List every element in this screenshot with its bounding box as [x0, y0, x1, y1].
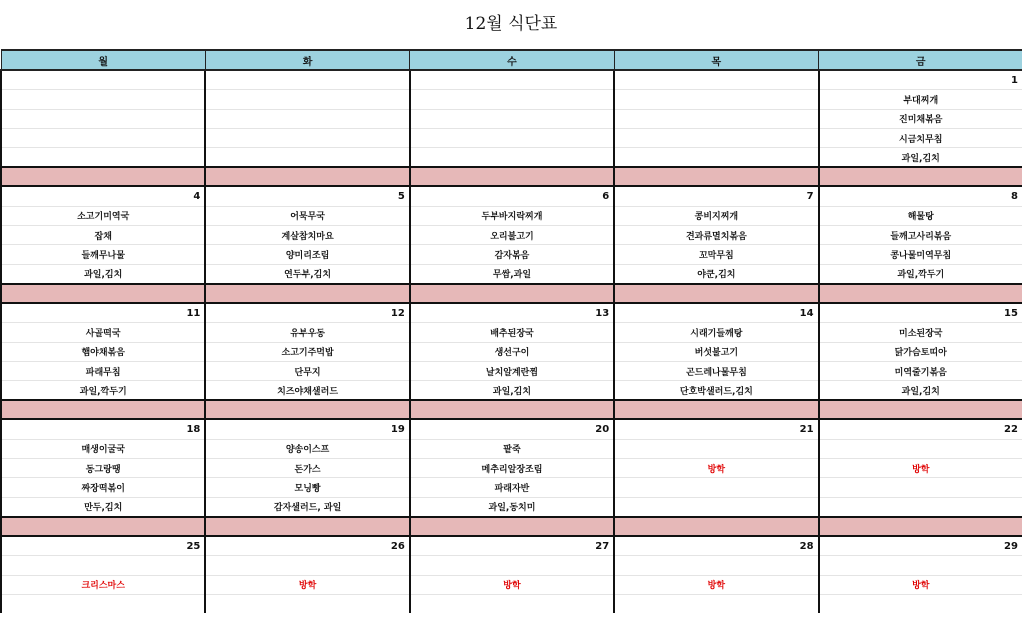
menu-item-cell: 햄야채볶음	[1, 342, 205, 361]
menu-row	[1, 478, 1022, 497]
date-row	[1, 536, 1022, 556]
menu-item-cell: 감자볶음	[410, 245, 614, 264]
menu-row	[1, 109, 1022, 128]
menu-item-cell	[410, 90, 614, 109]
weekday-header-row	[1, 50, 1022, 70]
menu-item-cell	[1, 556, 205, 575]
separator-cell	[410, 400, 614, 419]
menu-item-cell: 방학	[205, 575, 409, 594]
menu-item-cell	[819, 439, 1022, 458]
menu-item-cell: 양송이스프	[205, 439, 409, 458]
menu-item-cell: 만두,김치	[1, 497, 205, 517]
separator-cell	[410, 284, 614, 303]
menu-item-cell	[819, 497, 1022, 517]
menu-row	[1, 439, 1022, 458]
separator-cell	[1, 400, 205, 419]
menu-item-cell	[410, 128, 614, 147]
menu-row	[1, 148, 1022, 168]
menu-item-cell	[819, 478, 1022, 497]
weekday-header: 수	[410, 50, 614, 70]
menu-item-cell	[614, 439, 818, 458]
menu-item-cell: 방학	[819, 459, 1022, 478]
menu-item-cell	[1, 148, 205, 168]
menu-item-cell: 콩나물미역무침	[819, 245, 1022, 264]
menu-row	[1, 459, 1022, 478]
menu-item-cell: 유부우동	[205, 323, 409, 342]
menu-row	[1, 226, 1022, 245]
menu-item-cell: 시래기들깨탕	[614, 323, 818, 342]
menu-row	[1, 323, 1022, 342]
separator-cell	[1, 167, 205, 186]
menu-item-cell: 짜장떡볶이	[1, 478, 205, 497]
weekday-header: 월	[1, 50, 205, 70]
separator-cell	[1, 517, 205, 536]
menu-item-cell: 부대찌개	[819, 90, 1022, 109]
date-cell: 11	[1, 303, 205, 323]
date-cell	[205, 70, 409, 90]
separator-cell	[614, 167, 818, 186]
menu-item-cell: 잡채	[1, 226, 205, 245]
separator-cell	[410, 517, 614, 536]
menu-row	[1, 206, 1022, 225]
menu-item-cell: 치즈야채샐러드	[205, 381, 409, 401]
menu-item-cell: 양미리조림	[205, 245, 409, 264]
separator-cell	[819, 167, 1022, 186]
date-cell: 1	[819, 70, 1022, 90]
menu-item-cell	[205, 90, 409, 109]
menu-item-cell: 방학	[614, 575, 818, 594]
date-row	[1, 70, 1022, 90]
date-cell: 26	[205, 536, 409, 556]
date-cell: 20	[410, 419, 614, 439]
menu-item-cell: 미소된장국	[819, 323, 1022, 342]
menu-row	[1, 90, 1022, 109]
menu-item-cell	[205, 109, 409, 128]
menu-item-cell: 매생이굴국	[1, 439, 205, 458]
menu-row	[1, 381, 1022, 401]
week-separator-row	[1, 167, 1022, 186]
menu-item-cell: 오리불고기	[410, 226, 614, 245]
date-cell: 8	[819, 186, 1022, 206]
menu-item-cell	[205, 148, 409, 168]
menu-item-cell: 방학	[410, 575, 614, 594]
menu-item-cell: 동그랑땡	[1, 459, 205, 478]
menu-item-cell	[614, 109, 818, 128]
menu-item-cell	[410, 556, 614, 575]
menu-item-cell: 팥죽	[410, 439, 614, 458]
menu-item-cell	[205, 594, 409, 613]
menu-item-cell	[614, 478, 818, 497]
menu-item-cell: 과일,김치	[410, 381, 614, 401]
menu-item-cell: 파래무침	[1, 361, 205, 380]
menu-row	[1, 361, 1022, 380]
week-separator-row	[1, 284, 1022, 303]
menu-item-cell: 해물탕	[819, 206, 1022, 225]
date-cell: 28	[614, 536, 818, 556]
menu-item-cell: 시금치무침	[819, 128, 1022, 147]
menu-row	[1, 556, 1022, 575]
date-cell: 14	[614, 303, 818, 323]
date-cell: 21	[614, 419, 818, 439]
date-cell: 5	[205, 186, 409, 206]
separator-cell	[819, 400, 1022, 419]
menu-item-cell: 파래자반	[410, 478, 614, 497]
menu-item-cell: 과일,깍두기	[1, 381, 205, 401]
menu-item-cell: 곤드레나물무침	[614, 361, 818, 380]
menu-item-cell: 과일,깍두기	[819, 264, 1022, 284]
separator-cell	[1, 284, 205, 303]
menu-item-cell	[410, 148, 614, 168]
menu-item-cell: 꼬막무침	[614, 245, 818, 264]
menu-item-cell	[1, 90, 205, 109]
menu-row	[1, 264, 1022, 284]
separator-cell	[819, 517, 1022, 536]
date-row	[1, 303, 1022, 323]
menu-item-cell	[819, 594, 1022, 613]
menu-item-cell: 견과류멸치볶음	[614, 226, 818, 245]
date-cell	[410, 70, 614, 90]
menu-row	[1, 342, 1022, 361]
separator-cell	[205, 400, 409, 419]
menu-item-cell: 날치알계란찜	[410, 361, 614, 380]
separator-cell	[205, 167, 409, 186]
separator-cell	[819, 284, 1022, 303]
date-row	[1, 419, 1022, 439]
separator-cell	[410, 167, 614, 186]
menu-item-cell: 소고기미역국	[1, 206, 205, 225]
menu-item-cell: 생선구이	[410, 342, 614, 361]
menu-row	[1, 245, 1022, 264]
date-cell: 7	[614, 186, 818, 206]
weekday-header: 금	[819, 50, 1022, 70]
menu-item-cell: 미역줄기볶음	[819, 361, 1022, 380]
date-cell	[614, 70, 818, 90]
menu-item-cell	[819, 556, 1022, 575]
weekday-header: 화	[205, 50, 409, 70]
menu-item-cell: 방학	[819, 575, 1022, 594]
menu-item-cell: 모닝빵	[205, 478, 409, 497]
menu-item-cell	[410, 594, 614, 613]
date-cell: 13	[410, 303, 614, 323]
menu-item-cell	[614, 594, 818, 613]
separator-cell	[205, 284, 409, 303]
weekday-header: 목	[614, 50, 818, 70]
menu-item-cell: 과일,동치미	[410, 497, 614, 517]
calendar-body	[1, 70, 1022, 613]
menu-item-cell	[614, 148, 818, 168]
week-separator-row	[1, 400, 1022, 419]
date-cell: 29	[819, 536, 1022, 556]
menu-item-cell: 배추된장국	[410, 323, 614, 342]
menu-item-cell	[410, 109, 614, 128]
menu-item-cell: 닭가슴토띠아	[819, 342, 1022, 361]
date-cell: 4	[1, 186, 205, 206]
date-cell: 15	[819, 303, 1022, 323]
date-cell: 25	[1, 536, 205, 556]
menu-item-cell	[614, 497, 818, 517]
page-title: 12월 식단표	[464, 14, 558, 34]
separator-cell	[614, 400, 818, 419]
menu-item-cell: 단무지	[205, 361, 409, 380]
menu-item-cell: 콩비지찌개	[614, 206, 818, 225]
menu-item-cell	[1, 109, 205, 128]
menu-item-cell: 감자샐러드, 과일	[205, 497, 409, 517]
menu-row	[1, 594, 1022, 613]
menu-item-cell: 무쌈,과일	[410, 264, 614, 284]
menu-item-cell: 과일,김치	[819, 148, 1022, 168]
date-row	[1, 186, 1022, 206]
menu-item-cell: 진미채볶음	[819, 109, 1022, 128]
menu-calendar-table	[0, 49, 1022, 613]
menu-item-cell: 메추리알장조림	[410, 459, 614, 478]
date-cell: 12	[205, 303, 409, 323]
menu-item-cell: 돈가스	[205, 459, 409, 478]
date-cell: 22	[819, 419, 1022, 439]
date-cell: 6	[410, 186, 614, 206]
menu-item-cell	[205, 128, 409, 147]
date-cell: 18	[1, 419, 205, 439]
date-cell: 19	[205, 419, 409, 439]
date-cell	[1, 70, 205, 90]
week-separator-row	[1, 517, 1022, 536]
menu-item-cell: 두부바지락찌개	[410, 206, 614, 225]
menu-item-cell: 사골떡국	[1, 323, 205, 342]
menu-item-cell: 버섯불고기	[614, 342, 818, 361]
separator-cell	[205, 517, 409, 536]
menu-item-cell: 과일,김치	[1, 264, 205, 284]
menu-row	[1, 497, 1022, 517]
date-cell: 27	[410, 536, 614, 556]
menu-row	[1, 128, 1022, 147]
menu-item-cell	[1, 128, 205, 147]
menu-item-cell: 소고기주먹밥	[205, 342, 409, 361]
menu-item-cell: 야쿤,김치	[614, 264, 818, 284]
menu-item-cell: 단호박샐러드,김치	[614, 381, 818, 401]
menu-item-cell: 방학	[614, 459, 818, 478]
menu-item-cell: 들깨고사리볶음	[819, 226, 1022, 245]
menu-item-cell	[205, 556, 409, 575]
menu-item-cell: 어묵무국	[205, 206, 409, 225]
separator-cell	[614, 284, 818, 303]
menu-item-cell: 계살참치마요	[205, 226, 409, 245]
menu-item-cell	[614, 128, 818, 147]
separator-cell	[614, 517, 818, 536]
menu-item-cell	[1, 594, 205, 613]
menu-item-cell: 크리스마스	[1, 575, 205, 594]
menu-item-cell	[614, 90, 818, 109]
menu-item-cell	[614, 556, 818, 575]
menu-row	[1, 575, 1022, 594]
menu-item-cell: 들깨무나물	[1, 245, 205, 264]
menu-item-cell: 과일,김치	[819, 381, 1022, 401]
menu-item-cell: 연두부,김치	[205, 264, 409, 284]
